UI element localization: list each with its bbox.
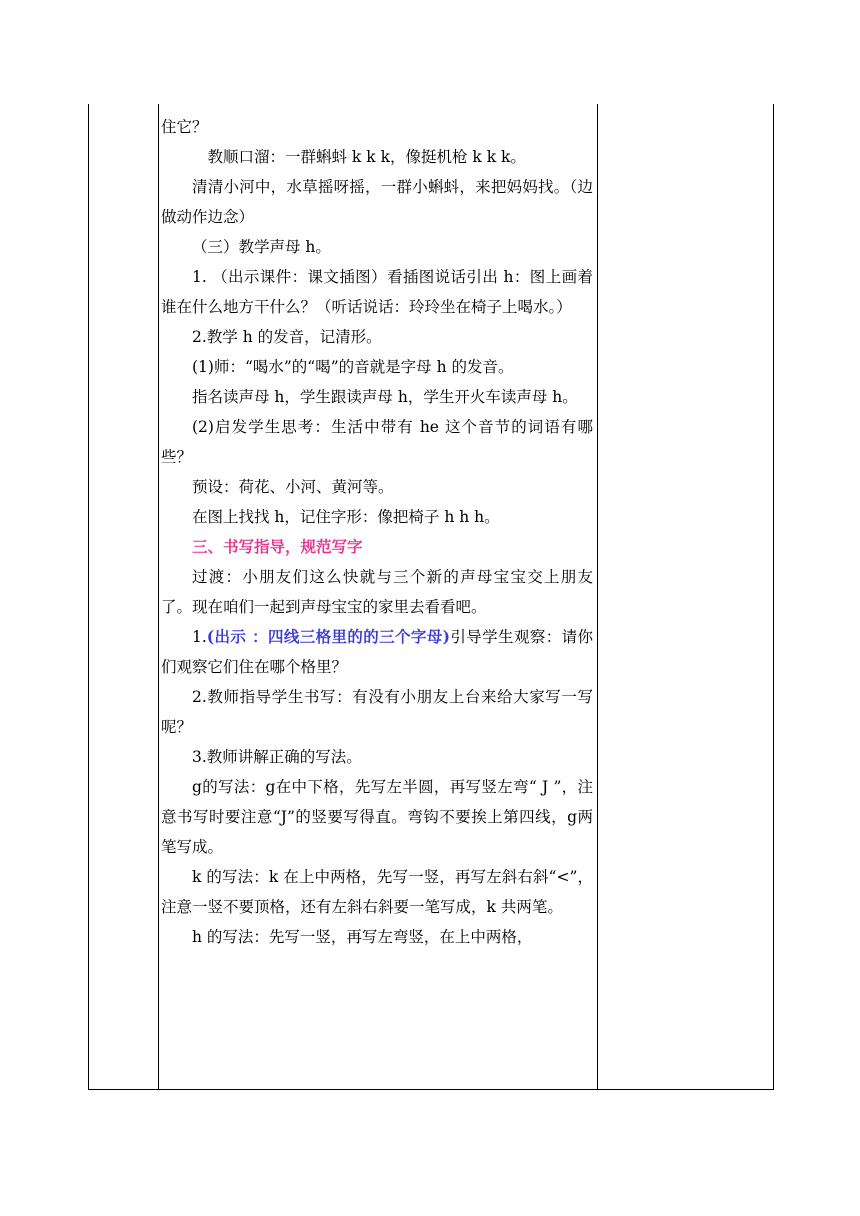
paragraph: 2.教学 h 的发音，记清形。 (192, 328, 382, 346)
paragraph: 在图上找找 h，记住字形：像把椅子 h h h。 (192, 508, 500, 526)
paragraph: (2)启发学生思考：生活中带有 he 这个音节的词语有哪些？ (161, 418, 593, 466)
section-subheading: （三）教学声母 h。 (192, 238, 331, 256)
paragraph: 过渡：小朋友们这么快就与三个新的声母宝宝交上朋友了。现在咱们一起到声母宝宝的家里去看看吧。 (161, 568, 593, 616)
paragraph: h 的写法：先写一竖，再写左弯竖，在上中两格， (192, 928, 533, 946)
paragraph: k 的写法：k 在上中两格，先写一竖，再写左斜右斜“<”，注意一竖不要顶格，还有左斜右斜要一笔写成，k 共两笔。 (161, 868, 593, 916)
paragraph: (1)师：“喝水”的“喝”的音就是字母 h 的发音。 (192, 358, 514, 376)
paragraph: 指名读声母 h，学生跟读声母 h，学生开火车读声母 h。 (192, 388, 578, 406)
paragraph (161, 622, 593, 682)
section-heading: 三、书写指导，规范写字 (192, 537, 363, 556)
paragraph: g的写法：g在中下格，先写左半圆，再写竖左弯“ J ”，注意书写时要注意“J”的竖要写得直。弯钩不要挨上第四线，g两笔写成。 (161, 778, 593, 856)
paragraph: 3.教师讲解正确的写法。 (192, 748, 362, 766)
table-border-right (773, 104, 774, 1090)
paragraph: 1. （出示课件：课文插图）看插图说话引出 h：图上画着谁在什么地方干什么？（听话说话：玲玲坐在椅子上喝水。） (161, 268, 593, 316)
emphasis-text: (出示 ：四线三格里的的三个字母) (206, 627, 451, 646)
paragraph-text: 引导学生观察：请你们观察它们住在哪个格里？ (161, 628, 593, 676)
table-border-left (88, 104, 89, 1090)
paragraph: 教顺口溜：一群蝌蚪 k k k，像挺机枪 k k k。 (207, 148, 526, 166)
list-number: 1. (192, 628, 207, 646)
paragraph: 预设：荷花、小河、黄河等。 (192, 478, 394, 496)
paragraph: 清清小河中，水草摇呀摇，一群小蝌蚪，来把妈妈找。（边做动作边念） (161, 178, 593, 226)
paragraph: 住它？ (161, 118, 208, 136)
lesson-content-cell (161, 112, 593, 952)
table-divider-2 (597, 104, 598, 1090)
table-divider-1 (158, 104, 159, 1090)
table-border-bottom (88, 1089, 774, 1090)
paragraph: 2.教师指导学生书写：有没有小朋友上台来给大家写一写呢？ (161, 688, 593, 736)
